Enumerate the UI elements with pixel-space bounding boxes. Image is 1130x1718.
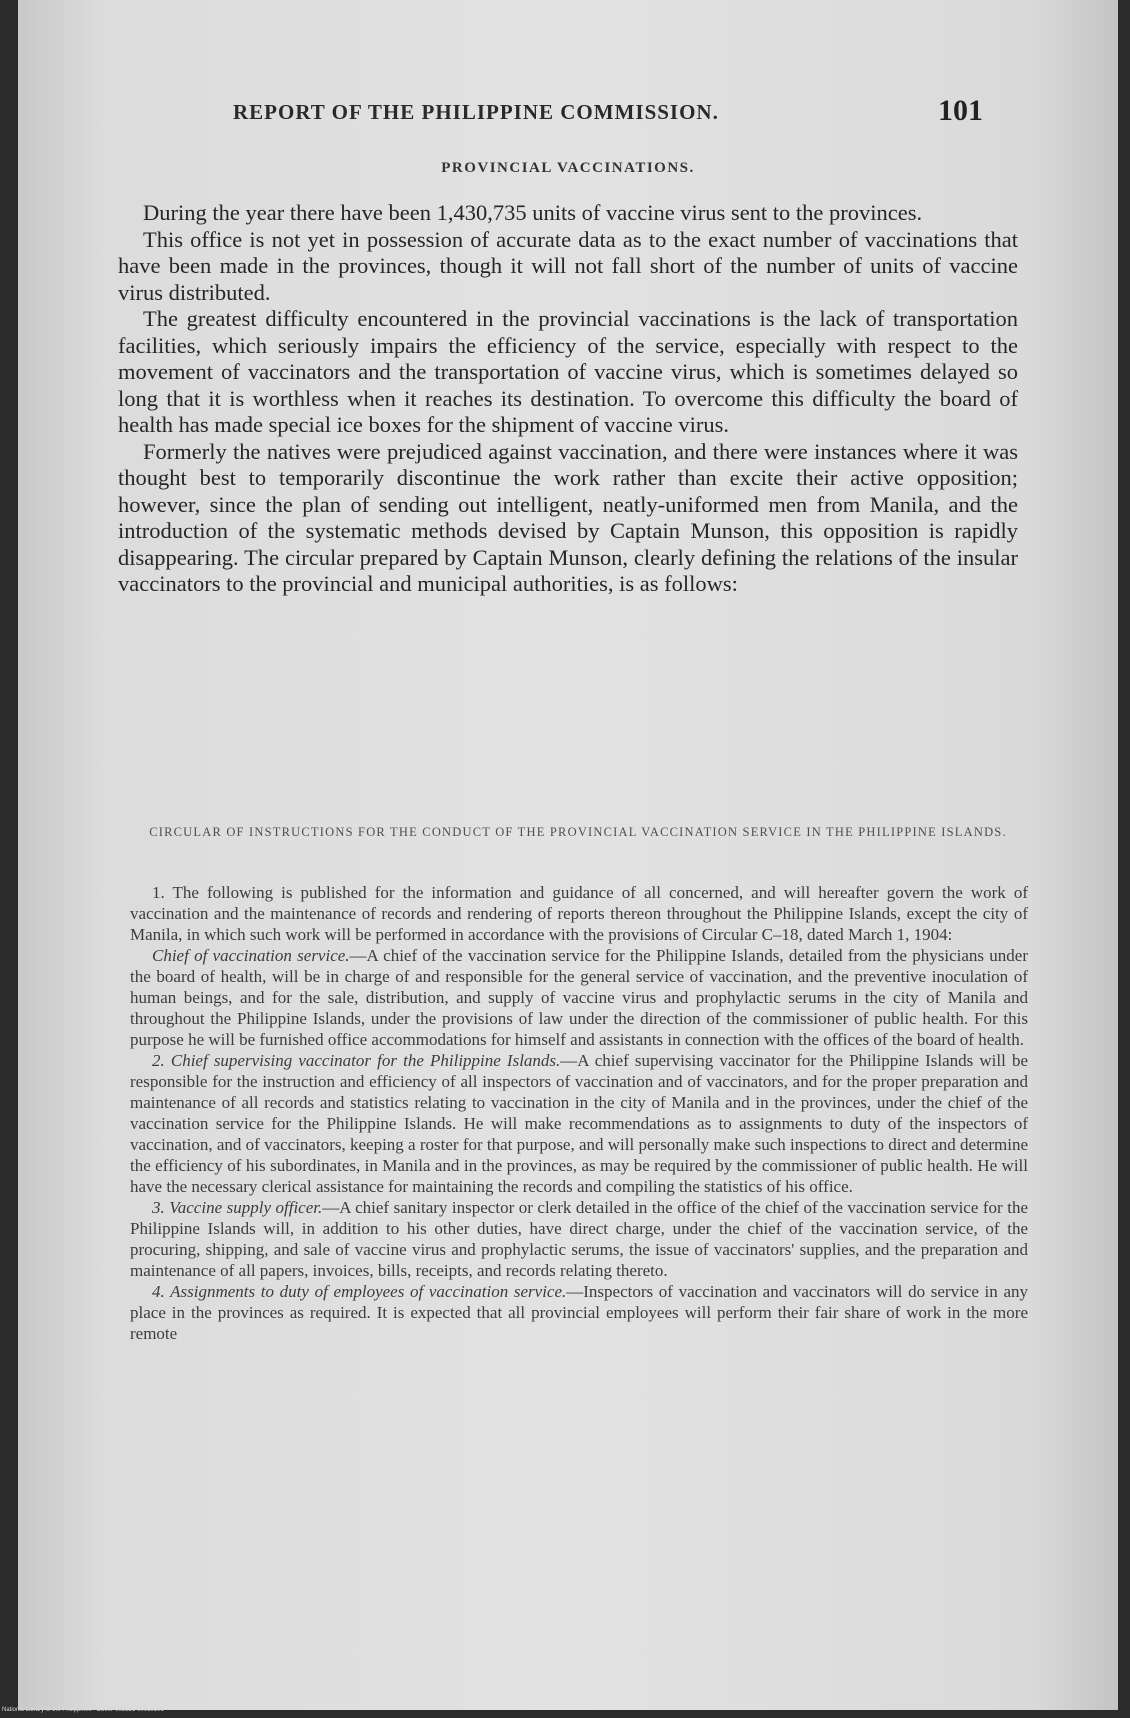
document-page (18, 0, 1118, 1710)
running-title: REPORT OF THE PHILIPPINE COMMISSION. (233, 100, 719, 124)
circular-title: CIRCULAR OF INSTRUCTIONS FOR THE CONDUCT OF THE PROVINCIAL VACCINATION SERVICE IN THE PHILIPPINE ISLANDS. (149, 825, 1007, 839)
archive-footer-note: National Library of the Philippines · D300P002821-00010101 (2, 1707, 164, 1713)
body-paragraph: Formerly the natives were prejudiced against vaccination, and there were instances where it was thought best to temporarily discontinue the work rather than excite their active opposition; however, since the plan of sending out intelligent, neatly-uniformed men from Manila, and the introduction of the systematic methods devised by Captain Munson, this opposition is rapidly disappearing. The circular prepared by Captain Munson, clearly defining the relations of the insular vaccinators to the provincial and municipal authorities, is as follows: (118, 438, 1018, 596)
circular-item-lead: Chief of vaccination service. (152, 946, 350, 965)
running-head (18, 94, 1118, 132)
circular-item-lead: 3. Vaccine supply officer. (152, 1198, 323, 1217)
circular-item (130, 1281, 1028, 1344)
circular-item-text: —Inspectors of vaccination and vaccinators will do service in any place in the provinces as required. It is expected that all provincial employees will perform their fair share of work in the more remote (130, 1282, 1029, 1343)
circular-item-text: 1. The following is published for the information and guidance of all concerned, and will hereafter govern the work of vaccination and the maintenance of records and rendering of reports thereon throughout the Philippine Islands, except the city of Manila, in which such work will be performed in accordance with the provisions of Circular C–18, dated March 1, 1904: (130, 883, 1028, 944)
page-number: 101 (938, 94, 983, 127)
section-heading: PROVINCIAL VACCINATIONS. (441, 160, 695, 176)
circular-item (130, 1197, 1028, 1281)
circular-item-lead: 4. Assignments to duty of employees of vaccination service. (152, 1282, 567, 1301)
body-text (118, 200, 1018, 598)
circular-item (130, 1050, 1028, 1197)
body-paragraph: This office is not yet in possession of accurate data as to the exact number of vaccinations that have been made in the provinces, though it will not fall short of the number of units of vaccine virus distributed. (118, 226, 1018, 305)
circular-item-text: —A chief sanitary inspector or clerk detailed in the office of the chief of the vaccination service for the Philippine Islands will, in addition to his other duties, have direct charge, under the chief of the vaccination service, of the procuring, shipping, and sale of vaccine virus and prophylactic serums, the issue of vaccinators' supplies, and the preparation and maintenance of all papers, invoices, bills, receipts, and records relating thereto. (130, 1198, 1028, 1280)
body-paragraph: During the year there have been 1,430,735 units of vaccine virus sent to the provinces. (143, 200, 923, 225)
circular-item (130, 882, 1028, 945)
circular-item-lead: 2. Chief supervising vaccinator for the Philippine Islands. (152, 1051, 561, 1070)
circular-body (130, 882, 1028, 1344)
circular-item-text: —A chief of the vaccination service for the Philippine Islands, detailed from the physicians under the board of health, will be in charge of and responsible for the general service of vaccination, and the preventive inoculation of human beings, and for the sale, distribution, and supply of vaccine virus and prophylactic serums in the city of Manila and throughout the Philippine Islands, under the provisions of law under the direction of the commissioner of public health. For this purpose he will be furnished office accommodations for himself and assistants in connection with the offices of the board of health. (130, 946, 1028, 1049)
body-paragraph: The greatest difficulty encountered in the provincial vaccinations is the lack of transportation facilities, which seriously impairs the efficiency of the service, especially with respect to the movement of vaccinators and the transportation of vaccine virus, which is sometimes delayed so long that it is worthless when it reaches its destination. To overcome this difficulty the board of health has made special ice boxes for the shipment of vaccine virus. (118, 306, 1018, 437)
circular-item (130, 945, 1028, 1050)
circular-item-text: —A chief supervising vaccinator for the Philippine Islands will be responsible for the instruction and efficiency of all inspectors of vaccination and of vaccinators, and for the proper preparation and maintenance of all records and statistics relating to vaccination in the city of Manila and in the provinces, under the chief of the vaccination service for the Philippine Islands. He will make recommendations as to assignments to duty of the inspectors of vaccination, and of vaccinators, keeping a roster for that purpose, and will personally make such inspections to direct and determine the efficiency of his subordinates, in Manila and in the provinces, as may be required by the commissioner of public health. He will have the necessary clerical assistance for maintaining the records and compiling the statistics of his office. (130, 1051, 1028, 1196)
